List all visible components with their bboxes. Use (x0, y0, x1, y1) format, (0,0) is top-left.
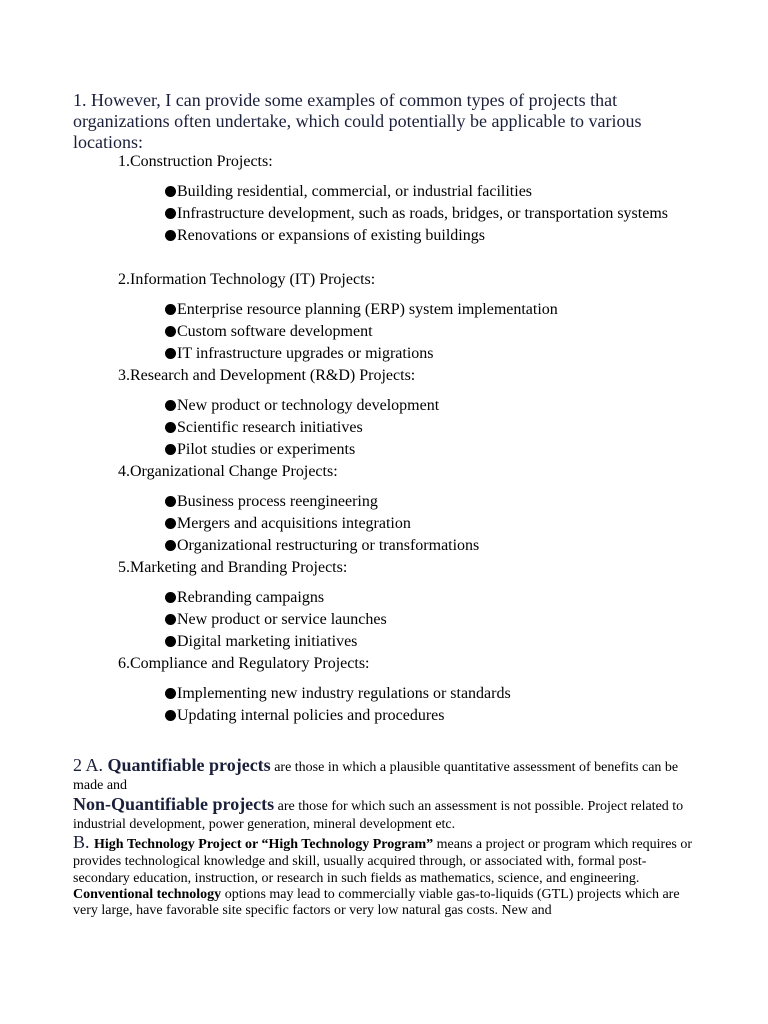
section-title: 4.Organizational Change Projects: (118, 463, 338, 480)
bullet-icon (165, 540, 176, 551)
definition-prefix: B. (73, 832, 95, 852)
bullet-text: Organizational restructuring or transformations (177, 537, 480, 554)
definition-text: means a project or program which requires or provides technological knowledge and skill, usually acquired through, or associated with, formal post-secondary education, instruction, or research in such fields as mathematics, science, and engineering. (73, 837, 693, 886)
non-quantifiable-definition (73, 795, 698, 834)
section-title: 3.Research and Development (R&D) Projects: (118, 367, 416, 384)
definition-term: High Technology Project or “High Technology Program” (94, 837, 434, 852)
bullet-text: Mergers and acquisitions integration (177, 515, 411, 532)
bullet-icon (165, 208, 176, 219)
bullet-icon (165, 400, 176, 411)
list-item (164, 609, 664, 631)
list-item (164, 535, 664, 557)
section-org-change (0, 461, 768, 557)
bullet-text: IT infrastructure upgrades or migrations (177, 345, 434, 362)
bullet-list (0, 395, 768, 461)
bullet-text: Custom software development (177, 323, 373, 340)
list-item (164, 299, 664, 321)
bullet-icon (165, 496, 176, 507)
bullet-icon (165, 688, 176, 699)
list-item (164, 225, 664, 247)
section-title: 2.Information Technology (IT) Projects: (118, 271, 376, 288)
bullet-text: New product or technology development (177, 397, 440, 414)
bullet-list (0, 491, 768, 557)
list-item (164, 181, 664, 203)
bullet-icon (165, 614, 176, 625)
bullet-list (0, 181, 768, 247)
list-item (164, 683, 664, 705)
list-item (164, 439, 664, 461)
list-item (164, 491, 664, 513)
definitions-block (73, 756, 698, 919)
bullet-text: Enterprise resource planning (ERP) system implementation (177, 301, 558, 318)
bullet-list (0, 299, 768, 365)
project-types-list (0, 151, 768, 727)
bullet-icon (165, 304, 176, 315)
bullet-text: New product or service launches (177, 611, 387, 628)
quantifiable-definition (73, 756, 698, 795)
bullet-text: Rebranding campaigns (177, 589, 325, 606)
high-technology-definition (73, 834, 698, 887)
section-title: 6.Compliance and Regulatory Projects: (118, 655, 370, 672)
bullet-list (0, 683, 768, 727)
bullet-icon (165, 710, 176, 721)
list-item (164, 203, 684, 225)
conventional-technology-definition (73, 887, 698, 919)
intro-paragraph: 1. However, I can provide some examples of common types of projects that organizations often undertake, which could potentially be applicable to various locations: (73, 90, 642, 152)
definition-text: options may lead to commercially viable gas-to-liquids (GTL) projects which are very large, have favorable site specific factors or very low natural gas costs. New and (73, 887, 680, 918)
section-title: 1.Construction Projects: (118, 153, 273, 170)
definition-prefix: 2 A. (73, 755, 108, 775)
bullet-text: Building residential, commercial, or industrial facilities (177, 183, 533, 200)
section-construction (0, 151, 768, 269)
section-marketing (0, 557, 768, 653)
definition-term: Non-Quantifiable projects (73, 794, 275, 814)
bullet-icon (165, 186, 176, 197)
section-title: 5.Marketing and Branding Projects: (118, 559, 348, 576)
definition-term: Quantifiable projects (107, 755, 271, 775)
list-item (164, 417, 664, 439)
bullet-icon (165, 422, 176, 433)
bullet-icon (165, 518, 176, 529)
bullet-icon (165, 592, 176, 603)
bullet-icon (165, 348, 176, 359)
bullet-icon (165, 636, 176, 647)
list-item (164, 321, 664, 343)
bullet-icon (165, 444, 176, 455)
bullet-text: Renovations or expansions of existing buildings (177, 227, 485, 244)
bullet-text: Updating internal policies and procedures (177, 707, 445, 724)
bullet-text: Pilot studies or experiments (177, 441, 356, 458)
bullet-text: Implementing new industry regulations or standards (177, 685, 511, 702)
definition-term: Conventional technology (73, 887, 222, 902)
section-rnd (0, 365, 768, 461)
bullet-text: Digital marketing initiatives (177, 633, 358, 650)
bullet-list (0, 587, 768, 653)
bullet-text: Business process reengineering (177, 493, 378, 510)
definition-text: are those in which a plausible quantitative assessment of benefits can be made and (73, 760, 679, 793)
section-it (0, 269, 768, 365)
list-item (164, 395, 664, 417)
list-item (164, 587, 664, 609)
bullet-text: Infrastructure development, such as roads, bridges, or transportation systems (177, 205, 668, 222)
list-item (164, 343, 664, 365)
definition-text: are those for which such an assessment is not possible. Project related to industrial development, power generation, mineral development etc. (73, 799, 684, 832)
bullet-text: Scientific research initiatives (177, 419, 363, 436)
bullet-icon (165, 326, 176, 337)
bullet-icon (165, 230, 176, 241)
list-item (164, 705, 664, 727)
section-compliance (0, 653, 768, 727)
list-item (164, 631, 664, 653)
list-item (164, 513, 664, 535)
